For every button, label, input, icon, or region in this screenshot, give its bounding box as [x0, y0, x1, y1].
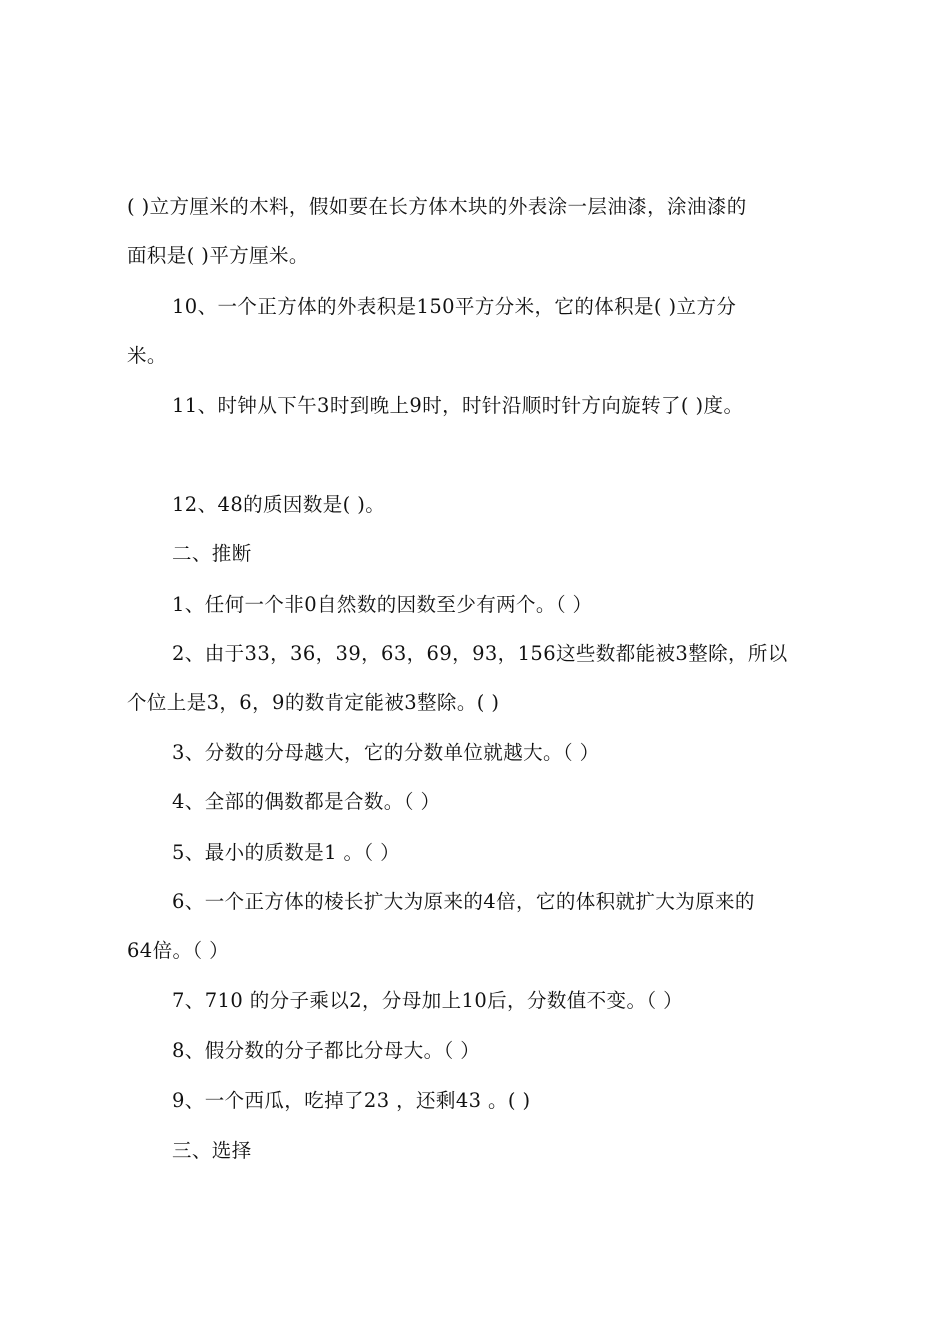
text-line-2: 面积是( )平方厘米。: [127, 244, 309, 267]
text-line-18: 9、一个西瓜，吃掉了23 ，还剩43 。( ): [172, 1089, 531, 1112]
section-heading-judgement: 二、推断: [172, 542, 252, 565]
section-heading-choice: 三、选择: [172, 1139, 252, 1162]
text-line-13: 5、最小的质数是1 。（ ）: [172, 841, 401, 864]
text-line-4: 米。: [127, 344, 167, 367]
text-line-16: 7、710 的分子乘以2，分母加上10后，分数值不变。（ ）: [172, 989, 683, 1012]
text-line-5: 11、时钟从下午3时到晚上9时，时针沿顺时针方向旋转了( )度。: [172, 394, 744, 417]
text-line-10: 个位上是3，6，9的数肯定能被3整除。( ): [127, 691, 500, 714]
text-line-8: 1、任何一个非0自然数的因数至少有两个。（ ）: [172, 593, 593, 616]
text-line-12: 4、全部的偶数都是合数。（ ）: [172, 790, 441, 813]
text-line-9: 2、由于33，36，39，63，69，93，156这些数都能被3整除，所以: [172, 642, 788, 665]
text-line-3: 10、一个正方体的外表积是150平方分米，它的体积是( )立方分: [172, 295, 737, 318]
text-line-11: 3、分数的分母越大，它的分数单位就越大。（ ）: [172, 741, 600, 764]
text-line-17: 8、假分数的分子都比分母大。（ ）: [172, 1039, 481, 1062]
text-line-15: 64倍。（ ）: [127, 939, 230, 962]
text-line-6: 12、48的质因数是( )。: [172, 493, 386, 516]
text-line-14: 6、一个正方体的棱长扩大为原来的4倍，它的体积就扩大为原来的: [172, 890, 755, 913]
text-line-1: ( )立方厘米的木料，假如要在长方体木块的外表涂一层油漆，涂油漆的: [127, 195, 747, 218]
